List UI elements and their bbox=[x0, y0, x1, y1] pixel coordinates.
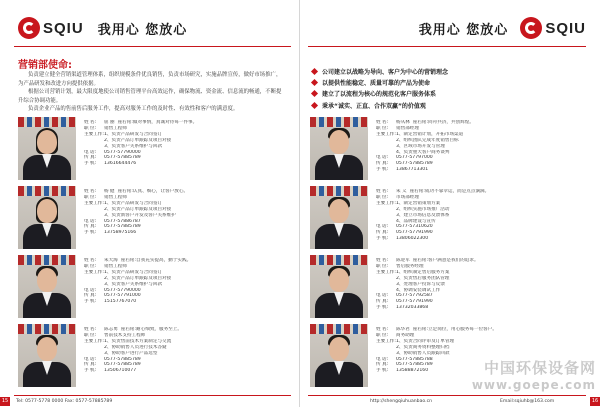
name-label: 姓 名: bbox=[376, 189, 389, 194]
staff-fax: 0577-57885789 bbox=[396, 362, 433, 368]
staff-mobile: 13588872160 bbox=[396, 368, 429, 374]
staff-position: 销售工程师 bbox=[104, 263, 127, 269]
name-label: 姓 名: bbox=[84, 189, 97, 194]
staff-info bbox=[368, 117, 580, 180]
staff-photo bbox=[310, 186, 368, 249]
staff-card bbox=[310, 255, 580, 318]
footer-email[interactable]: Email:sqiuhb@163.com bbox=[500, 399, 555, 404]
photo-banner bbox=[18, 255, 76, 265]
name-label: 姓 名: bbox=[84, 120, 97, 125]
footer-divider bbox=[308, 395, 586, 396]
mobile-label: 手 机: bbox=[376, 368, 389, 374]
watermark bbox=[436, 357, 596, 392]
tel-label: 电 话: bbox=[84, 218, 97, 224]
mission-paragraph: 根据公司营销计划，最大限度地使公司销售管理平台高效运作，确保物流、资金流、信息流的畅通，不断提升综合协调功能。 bbox=[18, 89, 282, 104]
staff-info bbox=[76, 117, 288, 180]
staff-card bbox=[18, 324, 288, 387]
position-label: 职 位: bbox=[376, 125, 389, 131]
mission-paragraph: 负责建立健全营销渠道管理体系，组织规模条件优良销售，负责市场研究，实施品牌宣传，做好市场推广，为产品研发和改进方向提供依据。 bbox=[18, 72, 282, 87]
staff-tel: 0577-57792587 bbox=[396, 293, 433, 299]
photo-banner bbox=[310, 324, 368, 334]
staff-duty: 1、负责售前技术方案制定与交流 bbox=[104, 338, 172, 344]
tel-label: 电 话: bbox=[84, 287, 97, 293]
staff-tel: 0577-57790000 bbox=[104, 287, 141, 293]
tel-label: 电 话: bbox=[84, 149, 97, 155]
mobile-label: 手 机: bbox=[376, 305, 389, 311]
right-page bbox=[300, 0, 600, 407]
duty-label: 主要工作: bbox=[84, 338, 104, 344]
staff-duty: 2、协助销售人员进行技术答疑 bbox=[104, 344, 167, 350]
watermark-en: www.goepe.com bbox=[471, 378, 596, 392]
duty-label: 主要工作: bbox=[376, 200, 396, 206]
tel-label: 电 话: bbox=[376, 356, 389, 362]
staff-name: 杨从林 bbox=[396, 120, 410, 125]
staff-tel: 0577-57797000 bbox=[396, 155, 433, 161]
staff-duty: 4、品牌建设与宣传 bbox=[396, 218, 436, 224]
staff-info bbox=[76, 324, 288, 387]
portrait-face bbox=[37, 130, 57, 154]
tel-label: 电 话: bbox=[376, 293, 389, 299]
staff-position: 售后服务经理 bbox=[396, 263, 424, 269]
principle-item bbox=[312, 66, 592, 77]
right-footer bbox=[300, 395, 600, 407]
staff-mobile: 13867713301 bbox=[396, 167, 429, 173]
fax-label: 传 真: bbox=[376, 230, 389, 236]
mobile-label: 手 机: bbox=[84, 161, 97, 167]
staff-position: 售前技术支持工程师 bbox=[104, 332, 146, 338]
brand-logo bbox=[520, 17, 586, 39]
staff-motto: 座右铭:成功不靠幸运，而是点点滴滴。 bbox=[409, 189, 490, 194]
position-label: 职 位: bbox=[376, 194, 389, 200]
staff-tel: 0577-57886787 bbox=[104, 218, 141, 224]
photo-banner bbox=[18, 117, 76, 127]
staff-fax: 0577-57791990 bbox=[396, 299, 433, 305]
photo-banner bbox=[310, 186, 368, 196]
staff-mobile-row bbox=[84, 161, 288, 167]
slogan: 我用心 您放心 bbox=[97, 22, 188, 38]
position-label: 职 位: bbox=[376, 332, 389, 338]
staff-mobile: 13758975166 bbox=[104, 230, 137, 236]
tel-label: 电 话: bbox=[84, 356, 97, 362]
staff-photo bbox=[310, 255, 368, 318]
staff-fax: 0577-57885789 bbox=[104, 362, 141, 368]
staff-tel: 0577-57790000 bbox=[104, 149, 141, 155]
staff-position: 销售部经理 bbox=[396, 125, 419, 131]
staff-mobile-row bbox=[376, 305, 580, 311]
staff-photo bbox=[310, 324, 368, 387]
brand-wordmark: SQIU bbox=[43, 19, 84, 37]
fax-label: 传 真: bbox=[376, 161, 389, 167]
duty-label: 主要工作: bbox=[376, 131, 396, 137]
slogan: 我用心 您放心 bbox=[418, 22, 509, 38]
staff-mobile-row bbox=[84, 299, 288, 305]
fax-label: 传 真: bbox=[84, 362, 97, 368]
staff-card bbox=[18, 117, 288, 180]
right-header bbox=[419, 14, 586, 42]
fax-label: 传 真: bbox=[376, 362, 389, 368]
staff-mobile: 13506710077 bbox=[104, 368, 137, 374]
staff-info bbox=[368, 255, 580, 318]
staff-duty: 3、建立市场信息反馈体系 bbox=[396, 212, 450, 218]
fax-label: 传 真: bbox=[84, 293, 97, 299]
staff-photo bbox=[18, 117, 76, 180]
brand-wordmark: SQIU bbox=[545, 19, 586, 37]
staff-duty: 3、协助客户进行产品选型 bbox=[104, 350, 158, 356]
staff-duty: 1、制定营销策划方案 bbox=[396, 200, 441, 206]
duty-label: 主要工作: bbox=[376, 269, 396, 275]
staff-tel: 0577-57885789 bbox=[104, 356, 141, 362]
staff-photo bbox=[18, 186, 76, 249]
staff-motto: 座右铭:立足岗位，用心服务每一位客户。 bbox=[412, 327, 497, 332]
portrait-face bbox=[37, 268, 57, 292]
staff-mobile-row bbox=[376, 236, 580, 242]
mobile-label: 手 机: bbox=[84, 230, 97, 236]
principle-text: 秉承“诚实、正直、合作双赢”的价值观 bbox=[322, 102, 426, 110]
duty-label: 主要工作: bbox=[84, 131, 104, 137]
staff-duty: 2、负责商务资料整理归档 bbox=[396, 344, 450, 350]
staff-motto: 座右铭:自我充实提高，勤于实践。 bbox=[120, 258, 192, 263]
bullet-diamond-icon bbox=[311, 79, 318, 86]
staff-mobile: 13806022300 bbox=[396, 236, 429, 242]
staff-motto: 座右铭:客户满意是我们的追求。 bbox=[412, 258, 479, 263]
duty-label: 主要工作: bbox=[376, 338, 396, 344]
position-label: 职 位: bbox=[84, 194, 97, 200]
staff-card bbox=[18, 186, 288, 249]
staff-motto: 座右铭:认真、细心，让客户放心。 bbox=[117, 189, 189, 194]
footer-contact: Tel: 0577-5778 0000 Fax: 0577-57885789 bbox=[16, 399, 113, 404]
left-header bbox=[18, 14, 187, 42]
page-number: 16 bbox=[591, 398, 599, 404]
staff-photo bbox=[18, 324, 76, 387]
staff-duty: 3、区域市场开发与管理 bbox=[396, 143, 445, 149]
principle-item bbox=[312, 100, 592, 111]
staff-name: 朱大海 bbox=[104, 258, 118, 263]
staff-duty: 3、负责客户关系维护与回款 bbox=[104, 143, 163, 149]
staff-duty: 3、负责客户关系维护与回款 bbox=[104, 281, 163, 287]
staff-motto: 座右铭:同舟共济，共创辉煌。 bbox=[412, 120, 474, 125]
brand-logo bbox=[18, 17, 84, 39]
bullet-diamond-icon bbox=[311, 90, 318, 97]
staff-duty: 3、负责新客户开发及客户关系维护 bbox=[104, 212, 176, 218]
position-label: 职 位: bbox=[376, 263, 389, 269]
staff-name: 屈 丽 bbox=[104, 120, 115, 125]
photo-banner bbox=[310, 255, 368, 265]
staff-duty: 2、负责售后服务团队管理 bbox=[396, 275, 450, 281]
staff-position: 销售工程师 bbox=[104, 125, 127, 131]
staff-tel: 0577-57310620 bbox=[396, 224, 433, 230]
header-divider bbox=[308, 46, 586, 47]
portrait-face bbox=[37, 199, 57, 223]
name-label: 姓 名: bbox=[376, 327, 389, 332]
staff-motto: 座右铭:耐心细致，服务至上。 bbox=[120, 327, 182, 332]
staff-duty: 1、负责合同评审及订单管理 bbox=[396, 338, 455, 344]
staff-duty: 1、负责产品研发与合同签订 bbox=[104, 131, 163, 137]
name-label: 姓 名: bbox=[376, 258, 389, 263]
staff-tel: 0577-57885788 bbox=[396, 356, 433, 362]
principle-item bbox=[312, 88, 592, 99]
staff-mobile: 13732033868 bbox=[396, 305, 429, 311]
staff-info bbox=[368, 186, 580, 249]
fax-label: 传 真: bbox=[84, 224, 97, 230]
position-label: 职 位: bbox=[84, 263, 97, 269]
portrait-face bbox=[37, 337, 57, 361]
staff-duty: 1、组织制定售后服务方案 bbox=[396, 269, 450, 275]
staff-name: 陈志勇 bbox=[104, 327, 118, 332]
staff-fax: 0577-57791000 bbox=[104, 293, 141, 299]
staff-duty: 3、协助销售人员跟踪回款 bbox=[396, 350, 450, 356]
staff-photo bbox=[310, 117, 368, 180]
staff-card bbox=[310, 186, 580, 249]
staff-mobile: 13616644476 bbox=[104, 161, 137, 167]
staff-fax: 0577-57885789 bbox=[104, 155, 141, 161]
staff-duty: 3、处理客户投诉与反馈 bbox=[396, 281, 445, 287]
position-label: 职 位: bbox=[84, 125, 97, 131]
staff-name: 朱 义 bbox=[396, 189, 407, 194]
staff-duty: 2、负责产品订单跟踪及项目对接 bbox=[104, 275, 172, 281]
mission-paragraph: 负责企业产品的售前售后服务工作，提高对服务工作的及时性、有效性和客户的满意度。 bbox=[28, 106, 239, 113]
portrait-face bbox=[329, 337, 349, 361]
staff-position: 市场部经理 bbox=[396, 194, 419, 200]
staff-fax: 0577-57885789 bbox=[396, 161, 433, 167]
staff-name: 陈华君 bbox=[396, 327, 410, 332]
staff-position: 销售工程师 bbox=[104, 194, 127, 200]
staff-motto: 座右铭:做对事情，真诚对待每一件事。 bbox=[117, 120, 198, 125]
mobile-label: 手 机: bbox=[376, 167, 389, 173]
right-staff-list bbox=[310, 117, 580, 393]
bullet-diamond-icon bbox=[311, 68, 318, 75]
name-label: 姓 名: bbox=[84, 258, 97, 263]
name-label: 姓 名: bbox=[376, 120, 389, 125]
staff-mobile-row bbox=[84, 368, 288, 374]
portrait-face bbox=[329, 268, 349, 292]
staff-duty: 1、负责产品研发与合同签订 bbox=[104, 269, 163, 275]
staff-mobile-row bbox=[84, 230, 288, 236]
left-footer bbox=[0, 395, 299, 407]
staff-fax: 0577-57791990 bbox=[396, 230, 433, 236]
brand-mark-icon bbox=[520, 17, 542, 39]
bullet-diamond-icon bbox=[311, 102, 318, 109]
name-label: 姓 名: bbox=[84, 327, 97, 332]
portrait-face bbox=[329, 199, 349, 223]
principle-text: 建立了以流程为核心的规范化客户服务体系 bbox=[322, 91, 437, 99]
left-staff-list bbox=[18, 117, 288, 393]
staff-mobile-row bbox=[376, 167, 580, 173]
fax-label: 传 真: bbox=[84, 155, 97, 161]
brand-mark-icon bbox=[18, 17, 40, 39]
principles-list bbox=[312, 66, 592, 111]
mobile-label: 手 机: bbox=[84, 368, 97, 374]
principle-text: 公司建立以战略为导向、客户为中心的营销理念 bbox=[322, 69, 449, 77]
staff-duty: 1、负责产品研发与合同签订 bbox=[104, 200, 163, 206]
staff-photo bbox=[18, 255, 76, 318]
staff-duty: 4、协调安装调试工作 bbox=[396, 287, 441, 293]
fax-label: 传 真: bbox=[376, 299, 389, 305]
photo-banner bbox=[18, 324, 76, 334]
staff-duty: 4、负责重大客户商务谈判 bbox=[396, 149, 450, 155]
staff-info bbox=[76, 255, 288, 318]
portrait-face bbox=[329, 130, 349, 154]
mobile-label: 手 机: bbox=[376, 236, 389, 242]
staff-name: 杨 健 bbox=[104, 189, 115, 194]
watermark-cn: 中国环保设备网 bbox=[483, 359, 596, 377]
staff-info bbox=[76, 186, 288, 249]
photo-banner bbox=[18, 186, 76, 196]
tel-label: 电 话: bbox=[376, 155, 389, 161]
staff-duty: 2、负责产品订单跟踪及项目对接 bbox=[104, 206, 172, 212]
staff-duty: 2、组织团队完成年度销售目标 bbox=[396, 137, 459, 143]
principle-item bbox=[312, 77, 592, 88]
staff-duty: 2、负责产品订单跟踪及项目对接 bbox=[104, 137, 172, 143]
staff-mobile: 15157767070 bbox=[104, 299, 137, 305]
duty-label: 主要工作: bbox=[84, 200, 104, 206]
mission-text bbox=[18, 71, 286, 114]
staff-card bbox=[310, 117, 580, 180]
header-divider bbox=[14, 46, 291, 47]
staff-duty: 2、组织实施市场推广活动 bbox=[396, 206, 450, 212]
photo-banner bbox=[310, 117, 368, 127]
mobile-label: 手 机: bbox=[84, 299, 97, 305]
principle-text: 以提供性能稳定、质量可靠的产品为使命 bbox=[322, 80, 431, 88]
position-label: 职 位: bbox=[84, 332, 97, 338]
footer-divider bbox=[14, 395, 291, 396]
staff-card bbox=[18, 255, 288, 318]
staff-duty: 1、制定营销计划，开拓市场渠道 bbox=[396, 131, 464, 137]
duty-label: 主要工作: bbox=[84, 269, 104, 275]
staff-fax: 0577-57885789 bbox=[104, 224, 141, 230]
footer-url[interactable]: http://shengqiuhuanbao.cn bbox=[370, 399, 433, 404]
staff-name: 陈迎军 bbox=[396, 258, 410, 263]
page-number: 15 bbox=[1, 398, 9, 404]
staff-position: 商务助理 bbox=[396, 332, 415, 338]
mission-title: 营销部使命: bbox=[18, 60, 72, 71]
tel-label: 电 话: bbox=[376, 224, 389, 230]
